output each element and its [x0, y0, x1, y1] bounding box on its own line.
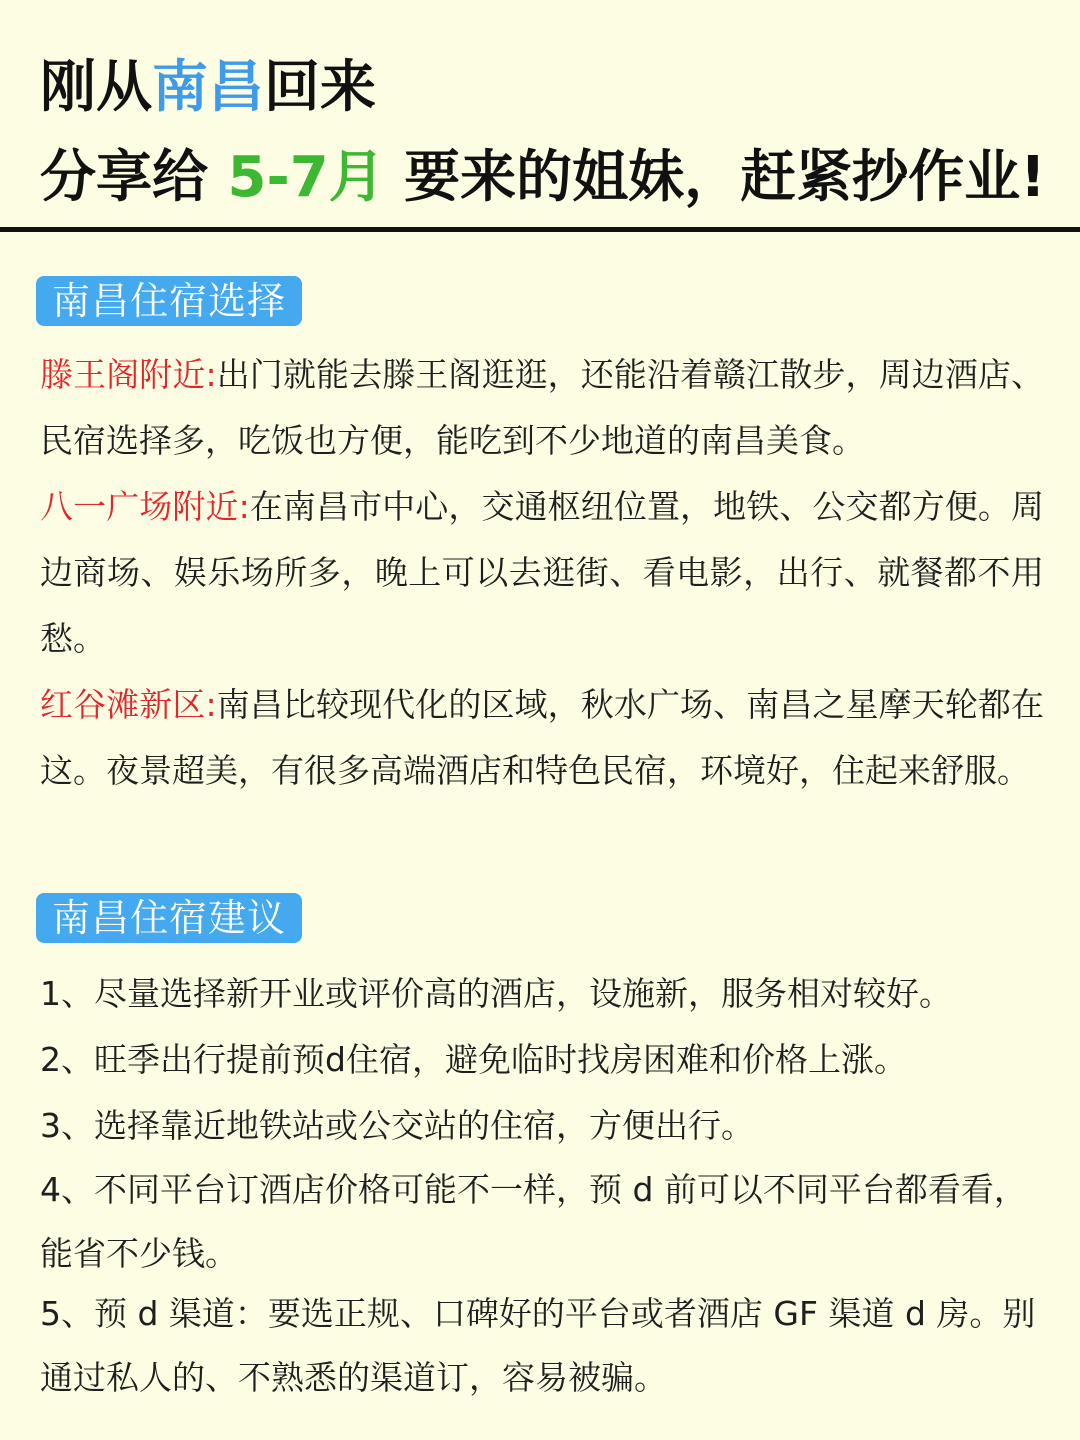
area-paragraph-bayi-square: [40, 474, 1044, 672]
tip-item: 3、选择靠近地铁站或公交站的住宿，方便出行。: [40, 1106, 754, 1145]
title-month-highlight: 5-7月: [227, 145, 385, 210]
title-line-1-post: 回来: [264, 55, 376, 120]
tip-item: 4、不同平台订酒店价格可能不一样，预 d 前可以不同平台都看看，能省不少钱。: [40, 1170, 1027, 1273]
area-name: 滕王阁附近:: [40, 355, 217, 394]
title-line-2-post: 要来的姐妹，赶紧抄作业!: [384, 145, 1046, 210]
title-line-1: [40, 52, 376, 124]
title-line-2-pre: 分享给: [40, 145, 228, 210]
tip-item: 5、预 d 渠道：要选正规、口碑好的平台或者酒店 GF 渠道 d 房。别通过私人的、不熟悉的渠道订，容易被骗。: [40, 1294, 1036, 1397]
area-description: 南昌比较现代化的区域，秋水广场、南昌之星摩天轮都在这。夜景超美，有很多高端酒店和特色民宿，环境好，住起来舒服。: [40, 685, 1045, 790]
header: [0, 0, 1080, 228]
area-paragraph-tengwangge: [40, 342, 1044, 474]
tip-item: 2、旺季出行提前预d住宿，避免临时找房困难和价格上涨。: [40, 1040, 907, 1079]
area-description: 在南昌市中心，交通枢纽位置，地铁、公交都方便。周边商场、娱乐场所多，晚上可以去逛街、看电影，出行、就餐都不用愁。: [40, 487, 1045, 658]
area-name: 八一广场附近:: [40, 487, 250, 526]
section-tag-accommodation-choice: 南昌住宿选择: [36, 276, 302, 326]
title-line-2: [40, 142, 1046, 214]
area-name: 红谷滩新区:: [40, 685, 217, 724]
area-description: 出门就能去滕王阁逛逛，还能沿着赣江散步，周边酒店、民宿选择多，吃饭也方便，能吃到不少地道的南昌美食。: [40, 355, 1045, 460]
section-tag-accommodation-advice: 南昌住宿建议: [36, 893, 302, 943]
header-divider: [0, 227, 1080, 232]
title-line-1-pre: 刚从: [40, 55, 152, 120]
tip-item: 1、尽量选择新开业或评价高的酒店，设施新，服务相对较好。: [40, 974, 952, 1013]
title-city-highlight: 南昌: [152, 55, 264, 120]
area-paragraph-honggutan: [40, 672, 1044, 804]
